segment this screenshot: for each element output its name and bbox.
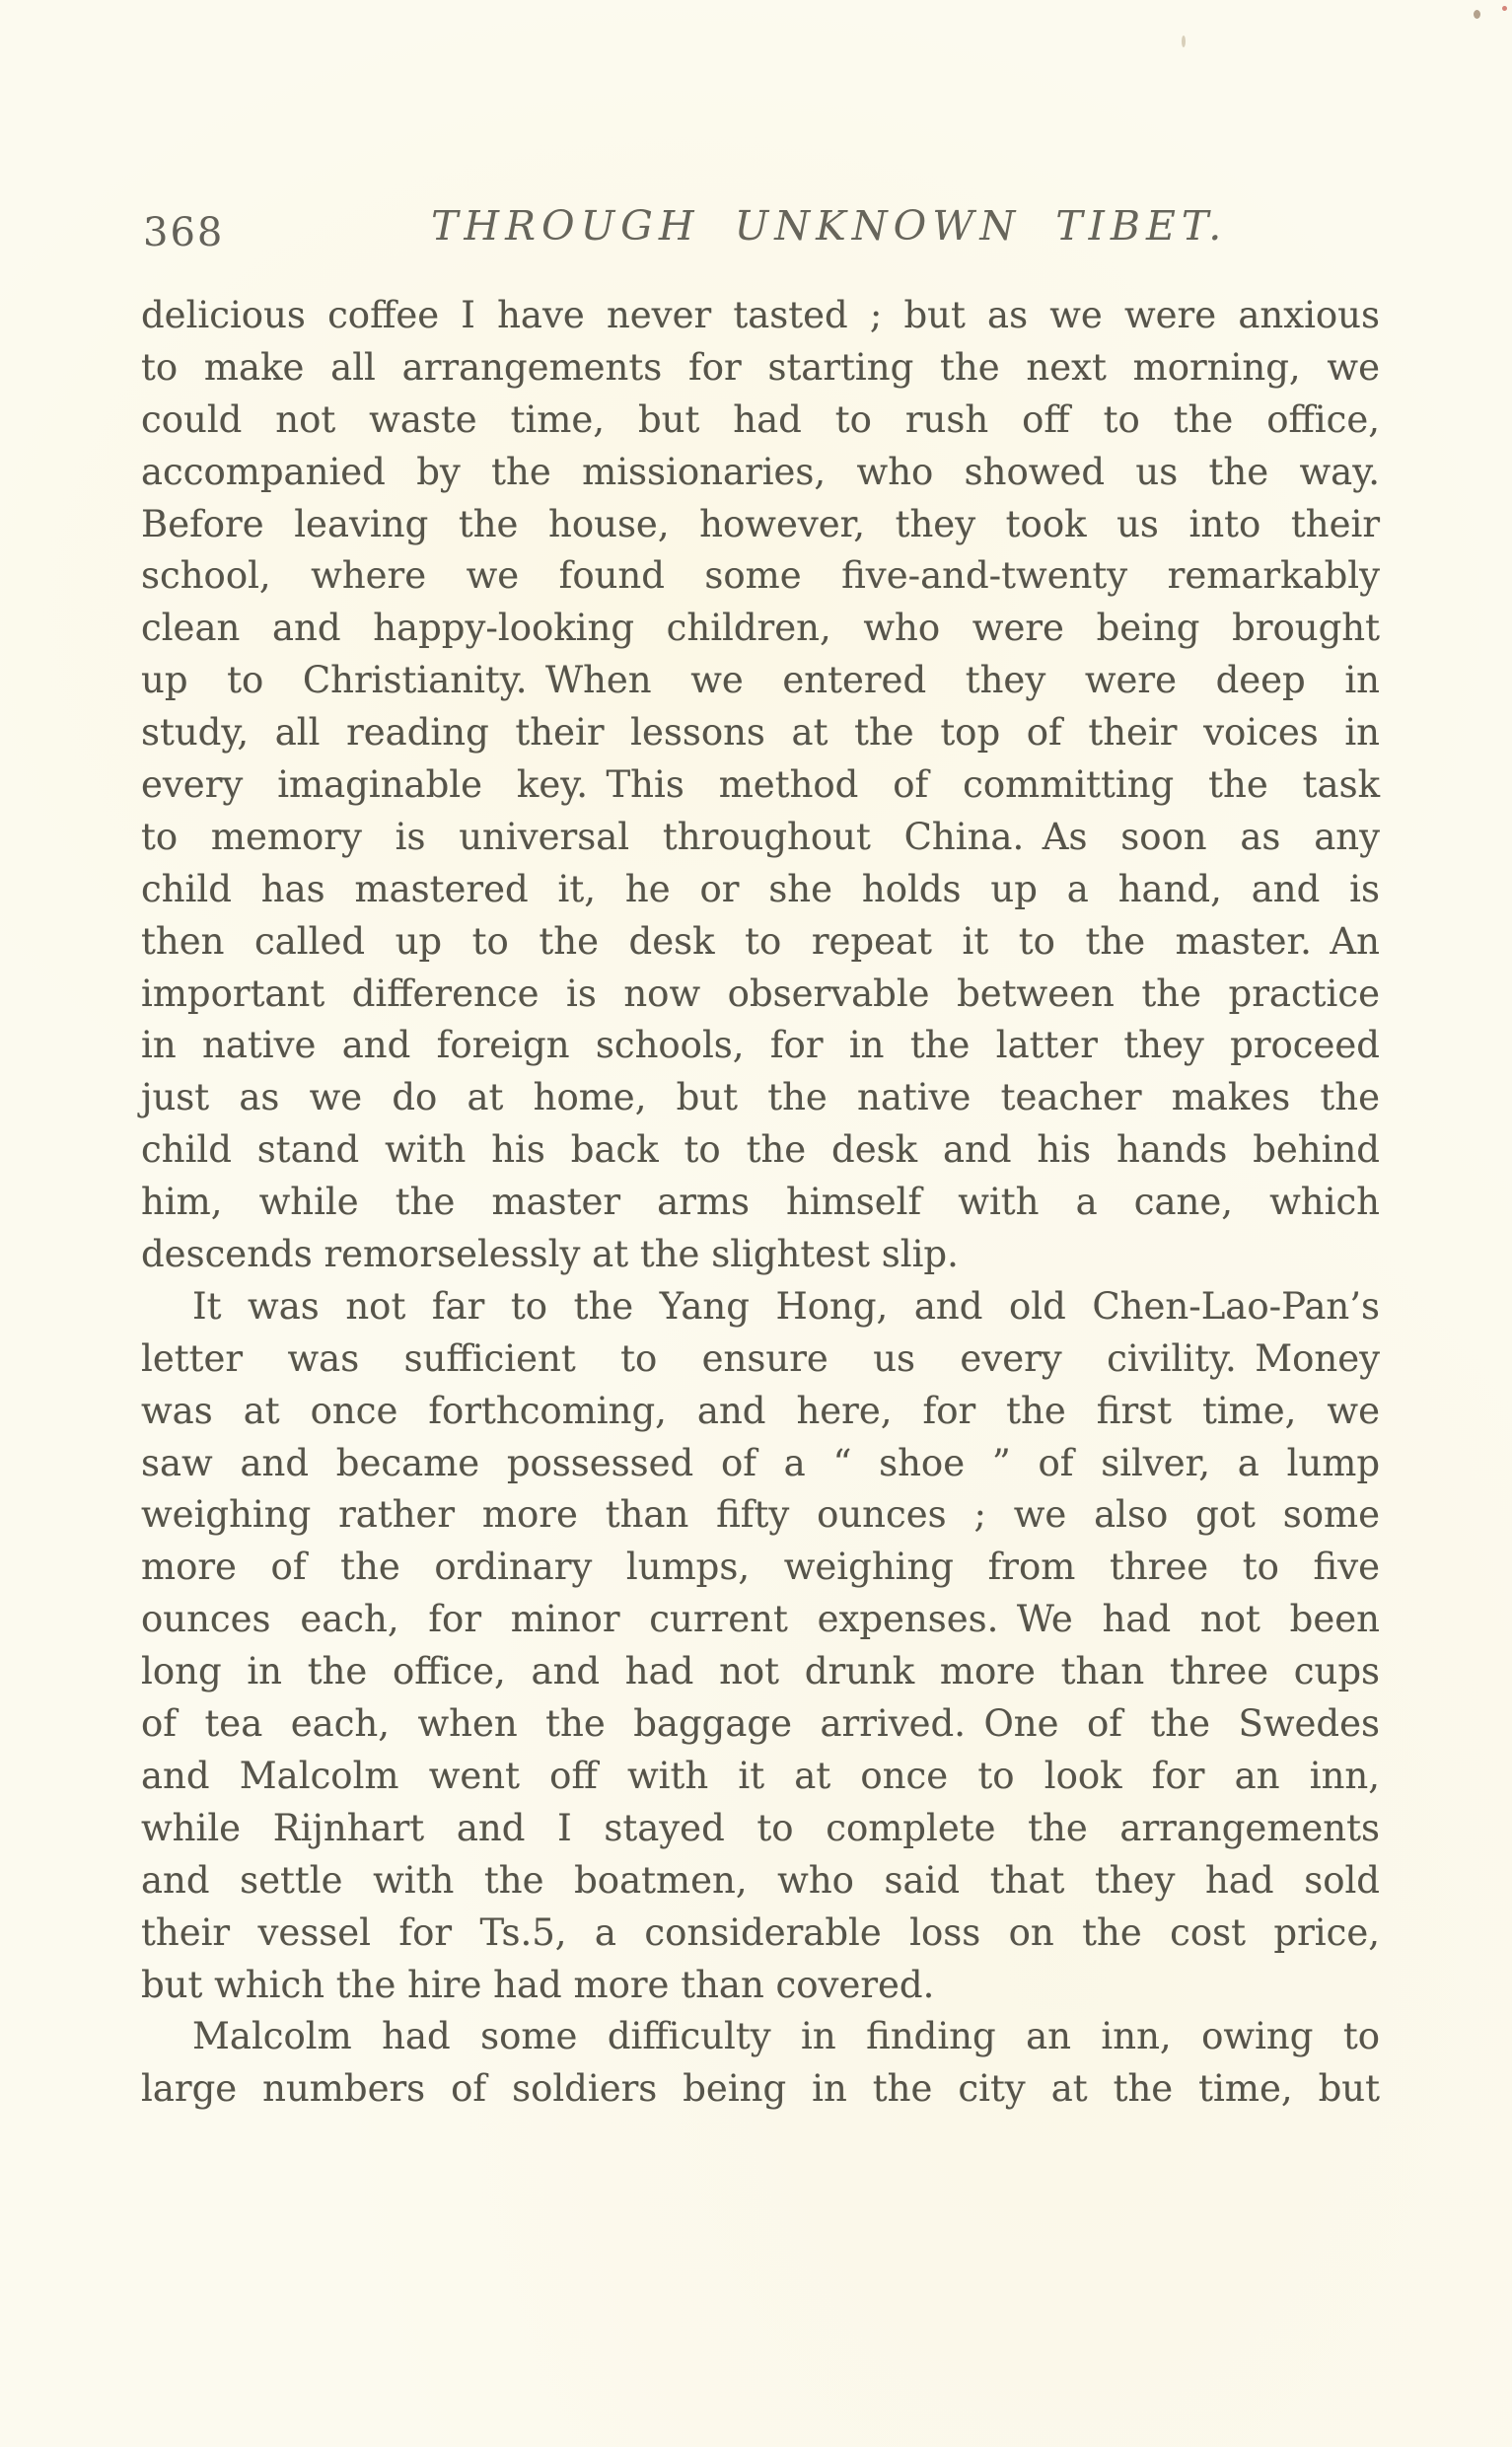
text-line: in native and foreign schools, for in the latter they proceed bbox=[141, 1024, 1380, 1067]
text-line: could not waste time, but had to rush off to the office, bbox=[141, 397, 1380, 441]
text-line: Before leaving the house, however, they took us into their bbox=[141, 502, 1380, 545]
text-line: more of the ordinary lumps, weighing from three to five bbox=[141, 1546, 1380, 1589]
text-line: Malcolm had some difficulty in finding an inn, owing to bbox=[192, 2015, 1380, 2058]
scan-speck bbox=[1502, 6, 1507, 11]
page-header bbox=[0, 202, 1512, 265]
text-line: just as we do at home, but the native teacher makes the bbox=[141, 1076, 1380, 1119]
text-line: to make all arrangements for starting the next morning, we bbox=[141, 345, 1380, 389]
text-line: was at once forthcoming, and here, for the first time, we bbox=[141, 1389, 1380, 1432]
text-line: long in the office, and had not drunk more than three cups bbox=[141, 1650, 1380, 1693]
text-line: school, where we found some five-and-twenty remarkably bbox=[141, 554, 1380, 598]
text-line: descends remorselessly at the slightest slip. bbox=[141, 1233, 959, 1276]
text-line: their vessel for Ts.5, a considerable loss on the cost price, bbox=[141, 1910, 1380, 1954]
text-line: weighing rather more than fifty ounces ; we also got some bbox=[141, 1493, 1380, 1537]
text-line: and Malcolm went off with it at once to look for an inn, bbox=[141, 1754, 1380, 1797]
text-line: and settle with the boatmen, who said that they had sold bbox=[141, 1858, 1380, 1902]
text-line: accompanied by the missionaries, who showed us the way. bbox=[141, 450, 1380, 493]
text-line: saw and became possessed of a “ shoe ” of silver, a lump bbox=[141, 1441, 1380, 1484]
text-line: important difference is now observable between the practice bbox=[141, 972, 1380, 1015]
text-line: then called up to the desk to repeat it to the master. An bbox=[141, 919, 1380, 963]
text-line: while Rijnhart and I stayed to complete the arrangements bbox=[141, 1806, 1380, 1849]
text-line: ounces each, for minor current expenses. We had not been bbox=[141, 1598, 1380, 1641]
text-line: large numbers of soldiers being in the city at the time, but bbox=[141, 2067, 1380, 2111]
text-line: of tea each, when the baggage arrived. One of the Swedes bbox=[141, 1702, 1380, 1746]
text-line: delicious coffee I have never tasted ; but as we were anxious bbox=[141, 294, 1380, 336]
text-line: but which the hire had more than covered. bbox=[141, 1963, 935, 2006]
text-line: child has mastered it, he or she holds up a hand, and is bbox=[141, 867, 1380, 910]
scan-speck bbox=[1474, 10, 1480, 19]
scan-speck bbox=[1182, 36, 1186, 47]
text-line: clean and happy-looking children, who were being brought bbox=[141, 607, 1380, 650]
text-line: every imaginable key. This method of committing the task bbox=[141, 763, 1380, 807]
text-line: up to Christianity. When we entered they were deep in bbox=[141, 659, 1380, 702]
page-number: 368 bbox=[143, 210, 225, 255]
running-title: THROUGH UNKNOWN TIBET. bbox=[431, 202, 1228, 250]
text-line: to memory is universal throughout China. As soon as any bbox=[141, 815, 1380, 858]
text-line: him, while the master arms himself with a cane, which bbox=[141, 1181, 1380, 1224]
text-line: letter was sufficient to ensure us every civility. Money bbox=[141, 1336, 1380, 1380]
text-line: child stand with his back to the desk and his hands behind bbox=[141, 1128, 1380, 1172]
body-text bbox=[141, 290, 1380, 2116]
text-line: study, all reading their lessons at the top of their voices in bbox=[141, 711, 1380, 755]
text-line: It was not far to the Yang Hong, and old Chen-Lao-Pan’s bbox=[192, 1284, 1380, 1328]
